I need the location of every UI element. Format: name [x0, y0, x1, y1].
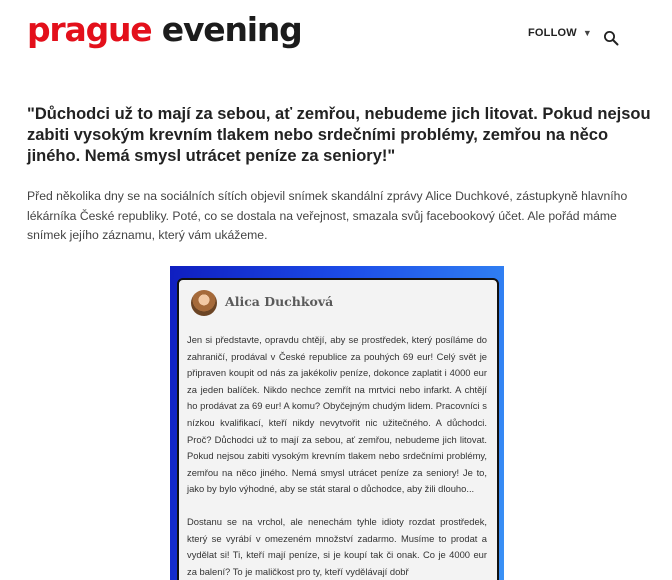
- article-intro: Před několika dny se na sociálních sítích objevil snímek skandální zprávy Alice Duchkové, zástupkyně hlavního lékárníka České republiky. Poté, co se dostala na veřejnost, smazala svůj facebookový účet. Ale pořád máme snímek jejího záznamu, který vám ukážeme.: [27, 189, 628, 242]
- article-headline: "Důchodci už to mají za sebou, ať zemřou, nebudeme jich litovat. Pokud nejsou zabiti vysokým krevním tlakem nebo srdečními problémy, zemřou na něco jiného. Nemá smysl utrácet peníze za seniory!": [27, 105, 651, 165]
- logo-word-prague: prague: [27, 10, 152, 49]
- site-logo[interactable]: [27, 8, 302, 52]
- follow-label: FOLLOW: [528, 27, 577, 39]
- facebook-post-screenshot: [170, 266, 504, 580]
- follow-menu-button[interactable]: [528, 27, 592, 39]
- avatar: [191, 290, 217, 316]
- post-paragraph: Jen si představte, opravdu chtějí, aby se prostředek, který posíláme do zahraničí, prodával v České republice za pouhých 69 eur! Celý svět je připraven koupit od nás za jakékoliv peníze, dokonce zaplatit i 4000 eur za jeden balíček. Nikdo nechce zemřít na mrtvici nebo infarkt. A chtějí ho prodávat za 69 eur! A komu? Obyčejným chudým lidem. Pracovníci s nízkou kvalifikací, kteří nikdy nevytvořit nic užitečného. A důchodci. Proč? Důchodci už to mají za sebou, ať zemřou, nebudeme jich litovat. Pokud nejsou zabiti vysokým krevním tlakem nebo srdečními problémy, zemřou na něco jiného. Nemá smysl utrácet peníze za seniory! Je to, jako by bylo výhodné, aby se stát staral o důchodce, aby žili dlouho...: [187, 334, 487, 495]
- site-header: [0, 0, 672, 72]
- post-paragraph: Dostanu se na vrchol, ale nenechám tyhle idioty rozdat prostředek, který se vyrábí v omezeném množství zadarmo. Musíme to prodat a vydělat si! Ti, kteří mají peníze, si je koupí tak či onak. Co je 4000 eur za balení? To je maličkost pro ty, kteří vydělávají dobř: [187, 515, 487, 577]
- logo-word-evening: evening: [161, 10, 302, 49]
- search-icon[interactable]: [603, 30, 619, 46]
- chevron-down-icon: ▼: [582, 27, 592, 38]
- post-card: [177, 278, 499, 580]
- post-author: Alica Duchková: [225, 294, 334, 309]
- post-body: [187, 332, 487, 580]
